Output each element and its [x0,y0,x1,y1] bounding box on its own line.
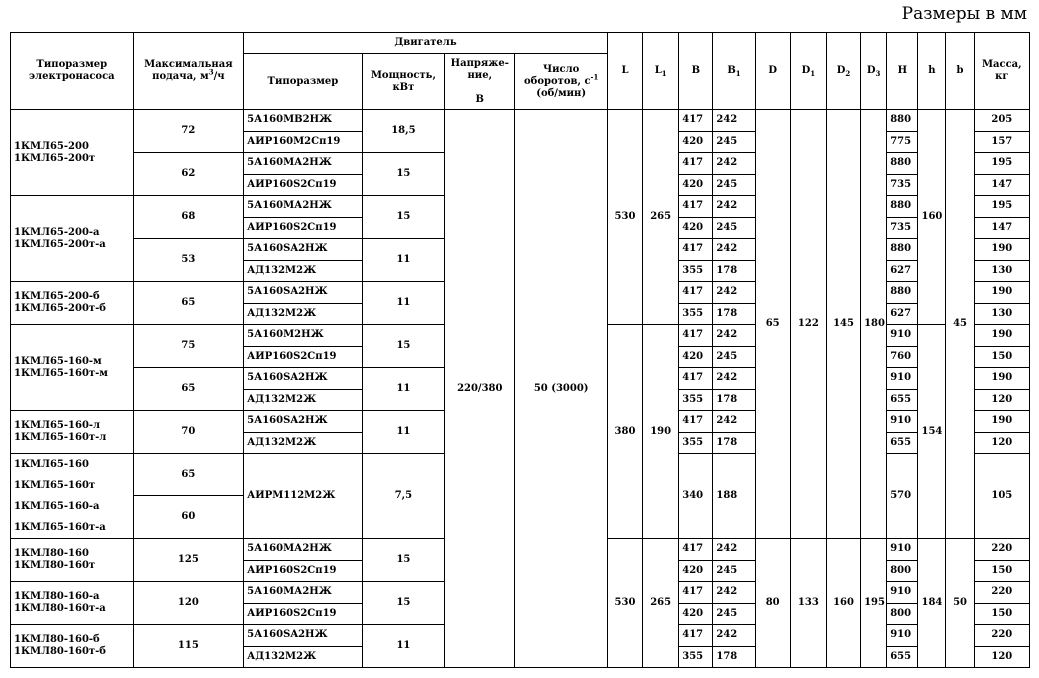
motor-size-cell: 5А160МА2НЖ [244,196,363,218]
B1-cell: 245 [713,560,755,582]
pump-group-cell: 1КМЛ80-160-а 1КМЛ80-160т-а [11,582,134,625]
L-cell: 380 [607,325,642,539]
H-cell: 627 [887,260,918,282]
H-cell: 655 [887,432,918,454]
pump-group-cell: 1КМЛ65-200-а 1КМЛ65-200т-а [11,196,134,282]
flow-cell: 125 [133,539,244,582]
motor-size-cell: АД132М2Ж [244,260,363,282]
power-cell: 7,5 [362,454,444,539]
mass-cell: 205 [974,110,1029,132]
motor-size-cell: 5А160SA2НЖ [244,282,363,304]
H-cell: 800 [887,603,918,625]
flow-cell: 75 [133,325,244,368]
mass-cell: 130 [974,260,1029,282]
mass-cell: 195 [974,196,1029,218]
header-max-flow: Максимальная подача, $м^3/ч$ [133,33,244,110]
B1-cell: 242 [713,153,755,175]
pump-group-cell: 1КМЛ80-160-б 1КМЛ80-160т-б [11,625,134,668]
B-cell: 420 [679,174,713,196]
b-cell: 45 [946,110,974,539]
H-cell: 735 [887,217,918,239]
mass-cell: 147 [974,217,1029,239]
h-cell: 184 [918,539,946,668]
flow-cell: 62 [133,153,244,196]
power-cell: 18,5 [362,110,444,153]
B1-cell: 178 [713,260,755,282]
voltage-cell: 220/380 [445,110,515,668]
mass-cell: 157 [974,131,1029,153]
mass-cell: 190 [974,239,1029,261]
motor-size-cell: 5А160МА2НЖ [244,539,363,561]
H-cell: 910 [887,582,918,604]
motor-size-cell: 5А160SA2НЖ [244,625,363,647]
pump-group-cell: 1КМЛ80-160 1КМЛ80-160т [11,539,134,582]
motor-size-cell: АИР160S2Сп19 [244,217,363,239]
motor-size-cell: АИР160S2Сп19 [244,560,363,582]
pump-group-cell: 1КМЛ65-160-м 1КМЛ65-160т-м [11,325,134,411]
B-cell: 420 [679,346,713,368]
mass-cell: 190 [974,282,1029,304]
header-mass: Масса, кг [974,33,1029,110]
motor-size-cell: АИР160S2Сп19 [244,174,363,196]
mass-cell: 120 [974,646,1029,668]
B1-cell: 245 [713,174,755,196]
B1-cell: 245 [713,217,755,239]
power-cell: 15 [362,153,444,196]
B-cell: 417 [679,625,713,647]
H-cell: 910 [887,411,918,433]
motor-size-cell: АД132М2Ж [244,432,363,454]
mass-cell: 120 [974,432,1029,454]
B1-cell: 242 [713,625,755,647]
B-cell: 417 [679,196,713,218]
H-cell: 880 [887,282,918,304]
B1-cell: 242 [713,196,755,218]
power-cell: 11 [362,625,444,668]
H-cell: 910 [887,325,918,347]
motor-size-cell: АИР160М2Сп19 [244,131,363,153]
header-D: D [755,33,790,110]
header-power: Мощность, кВт [362,54,444,110]
motor-size-cell: АИР160S2Сп19 [244,346,363,368]
H-cell: 880 [887,110,918,132]
B1-cell: 178 [713,303,755,325]
B1-cell: 242 [713,110,755,132]
H-cell: 800 [887,560,918,582]
B1-cell: 242 [713,282,755,304]
B-cell: 417 [679,153,713,175]
h-cell: 154 [918,325,946,539]
B1-cell: 178 [713,432,755,454]
mass-cell: 220 [974,539,1029,561]
B-cell: 355 [679,303,713,325]
table-row [11,110,1030,132]
dimensions-caption: Размеры в мм [901,4,1027,24]
motor-size-cell: АИРМ112М2Ж [244,454,363,539]
B-cell: 417 [679,110,713,132]
flow-cell: 115 [133,625,244,668]
B1-cell: 178 [713,646,755,668]
header-L: L [607,33,642,110]
L-cell: 530 [607,539,642,668]
B1-cell: 245 [713,603,755,625]
mass-cell: 150 [974,346,1029,368]
flow-cell: 53 [133,239,244,282]
motor-size-cell: АД132М2Ж [244,389,363,411]
motor-size-cell: 5А160SA2НЖ [244,411,363,433]
header-pump-size: Типоразмер электронасоса [11,33,134,110]
D1-cell: 133 [790,539,826,668]
B-cell: 420 [679,131,713,153]
motor-size-cell: 5А160МВ2НЖ [244,110,363,132]
motor-size-cell: АИР160S2Сп19 [244,603,363,625]
mass-cell: 190 [974,411,1029,433]
header-L1: $L_1$ [643,33,679,110]
header-motor-size: Типоразмер [244,54,363,110]
pump-group-cell: 1КМЛ65-200 1КМЛ65-200т [11,110,134,196]
flow-cell: 68 [133,196,244,239]
power-cell: 11 [362,282,444,325]
H-cell: 627 [887,303,918,325]
B1-cell: 178 [713,389,755,411]
H-cell: 735 [887,174,918,196]
B1-cell: 245 [713,131,755,153]
D-cell: 80 [755,539,790,668]
power-cell: 15 [362,582,444,625]
B-cell: 355 [679,389,713,411]
header-B: B [679,33,713,110]
B-cell: 417 [679,411,713,433]
H-cell: 775 [887,131,918,153]
H-cell: 880 [887,239,918,261]
flow-cell: 70 [133,411,244,454]
mass-cell: 195 [974,153,1029,175]
D1-cell: 122 [790,110,826,539]
L-cell: 530 [607,110,642,325]
B-cell: 417 [679,582,713,604]
flow-cell: 65 [133,282,244,325]
mass-cell: 120 [974,389,1029,411]
H-cell: 910 [887,539,918,561]
H-cell: 880 [887,153,918,175]
B-cell: 355 [679,260,713,282]
B1-cell: 188 [713,454,755,539]
mass-cell: 147 [974,174,1029,196]
pump-spec-table [10,32,1030,668]
flow-cell: 72 [133,110,244,153]
B-cell: 420 [679,217,713,239]
motor-size-cell: 5А160М2НЖ [244,325,363,347]
header-B1: $B_1$ [713,33,755,110]
B-cell: 340 [679,454,713,539]
flow-cell: 120 [133,582,244,625]
B-cell: 420 [679,560,713,582]
B1-cell: 242 [713,582,755,604]
H-cell: 910 [887,368,918,390]
mass-cell: 220 [974,625,1029,647]
H-cell: 655 [887,646,918,668]
b-cell: 50 [946,539,974,668]
mass-cell: 105 [974,454,1029,539]
B-cell: 417 [679,325,713,347]
header-rpm: Число оборотов, $с^{-1}$ (об/мин) [515,54,607,110]
power-cell: 11 [362,411,444,454]
D3-cell: 195 [861,539,887,668]
flow-value: 60 [181,511,196,522]
flow-value: 65 [134,454,244,496]
pump-group-cell: 1КМЛ65-160-л 1КМЛ65-160т-л [11,411,134,454]
H-cell: 910 [887,625,918,647]
H-cell: 760 [887,346,918,368]
power-cell: 11 [362,239,444,282]
motor-size-cell: 5А160МА2НЖ [244,153,363,175]
header-voltage: Напряже-ние, В [445,54,515,110]
B1-cell: 245 [713,346,755,368]
pump-group-cell: 1КМЛ65-160 1КМЛ65-160т 1КМЛ65-160-а 1КМЛ65-160т-а [11,454,134,539]
D2-cell: 160 [826,539,860,668]
motor-size-cell: 5А160SA2НЖ [244,239,363,261]
L1-cell: 265 [643,110,679,325]
B-cell: 417 [679,282,713,304]
mass-cell: 220 [974,582,1029,604]
mass-cell: 190 [974,368,1029,390]
L1-cell: 190 [643,325,679,539]
header-h: h [918,33,946,110]
B-cell: 420 [679,603,713,625]
motor-size-cell: 5А160МА2НЖ [244,582,363,604]
mass-cell: 130 [974,303,1029,325]
B-cell: 417 [679,239,713,261]
B-cell: 355 [679,432,713,454]
header-b: b [946,33,974,110]
B-cell: 417 [679,368,713,390]
D2-cell: 145 [826,110,860,539]
H-cell: 570 [887,454,918,539]
pump-group-cell: 1КМЛ65-200-б 1КМЛ65-200т-б [11,282,134,325]
B1-cell: 242 [713,539,755,561]
power-cell: 15 [362,196,444,239]
header-D1: $D_1$ [790,33,826,110]
H-cell: 880 [887,196,918,218]
header-motor: Двигатель [244,33,608,54]
h-cell: 160 [918,110,946,325]
header-H: H [887,33,918,110]
mass-cell: 190 [974,325,1029,347]
mass-cell: 150 [974,603,1029,625]
B1-cell: 242 [713,325,755,347]
power-cell: 15 [362,539,444,582]
flow-cell [133,454,244,539]
rpm-cell: 50 (3000) [515,110,607,668]
header-D2: $D_2$ [826,33,860,110]
motor-size-cell: 5А160SA2НЖ [244,368,363,390]
B1-cell: 242 [713,411,755,433]
D3-cell: 180 [861,110,887,539]
mass-cell: 150 [974,560,1029,582]
B1-cell: 242 [713,368,755,390]
motor-size-cell: АД132М2Ж [244,303,363,325]
H-cell: 655 [887,389,918,411]
flow-cell: 65 [133,368,244,411]
B-cell: 355 [679,646,713,668]
L1-cell: 265 [643,539,679,668]
motor-size-cell: АД132М2Ж [244,646,363,668]
D-cell: 65 [755,110,790,539]
power-cell: 11 [362,368,444,411]
header-D3: $D_3$ [861,33,887,110]
B1-cell: 242 [713,239,755,261]
power-cell: 15 [362,325,444,368]
B-cell: 417 [679,539,713,561]
